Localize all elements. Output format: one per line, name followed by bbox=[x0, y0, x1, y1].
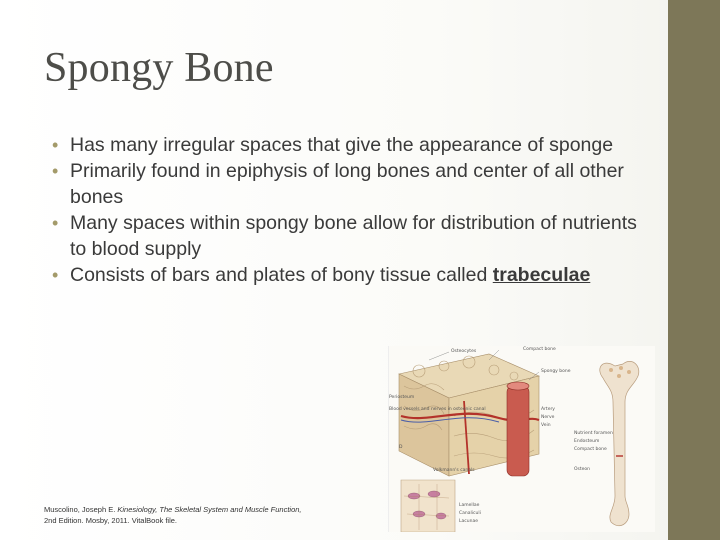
bullet-icon: • bbox=[52, 135, 59, 155]
figure-label: Lacunae bbox=[459, 519, 478, 524]
figure-label: Compact bone bbox=[574, 447, 607, 452]
figure-label: Osteocytes bbox=[451, 349, 477, 354]
bullet-list bbox=[52, 132, 652, 288]
figure-label: Spongy bone bbox=[541, 369, 571, 374]
bullet-item bbox=[52, 210, 652, 262]
citation-author: Muscolino, Joseph E. bbox=[44, 505, 116, 514]
bullet-item bbox=[52, 262, 652, 288]
figure-marker: D bbox=[399, 445, 403, 450]
figure-label: Artery bbox=[541, 407, 555, 412]
bullet-icon: • bbox=[52, 265, 59, 285]
slide-title: Spongy Bone bbox=[44, 45, 274, 91]
figure-label: Volkmann's canals bbox=[433, 468, 475, 473]
bone-structure-figure bbox=[388, 346, 655, 532]
figure-label: Compact bone bbox=[523, 347, 556, 352]
bone-diagram bbox=[389, 346, 655, 532]
figure-label: Nutrient foramen bbox=[574, 431, 613, 436]
figure-label: Periosteum bbox=[389, 395, 415, 400]
figure-label: Endosteum bbox=[574, 439, 600, 444]
decorative-side-bar bbox=[668, 0, 720, 540]
bullet-text: Consists of bars and plates of bony tissue called bbox=[70, 264, 493, 286]
figure-label: Canaliculi bbox=[459, 511, 481, 516]
figure-label: Blood vessels and nerves in osteonic canal bbox=[389, 407, 486, 412]
bullet-text: Has many irregular spaces that give the appearance of sponge bbox=[70, 134, 614, 156]
figure-label: Osteon bbox=[574, 467, 591, 472]
bullet-item bbox=[52, 132, 652, 158]
bullet-icon: • bbox=[52, 213, 59, 233]
bullet-text: Many spaces within spongy bone allow for distribution of nutrients to blood supply bbox=[70, 212, 637, 260]
figure-label: Vein bbox=[541, 423, 551, 428]
bullet-text: Primarily found in epiphysis of long bones and center of all other bones bbox=[70, 160, 624, 208]
keyword-trabeculae: trabeculae bbox=[492, 264, 591, 286]
citation-rest: 2nd Edition. Mosby, 2011. VitalBook file. bbox=[44, 516, 177, 525]
bullet-icon: • bbox=[52, 161, 59, 181]
citation-title: Kinesiology, The Skeletal System and Muscle Function, bbox=[117, 505, 302, 514]
citation bbox=[44, 504, 344, 526]
bullet-item bbox=[52, 158, 652, 210]
figure-label: Lamellae bbox=[459, 503, 480, 508]
figure-label: Nerve bbox=[541, 415, 555, 420]
